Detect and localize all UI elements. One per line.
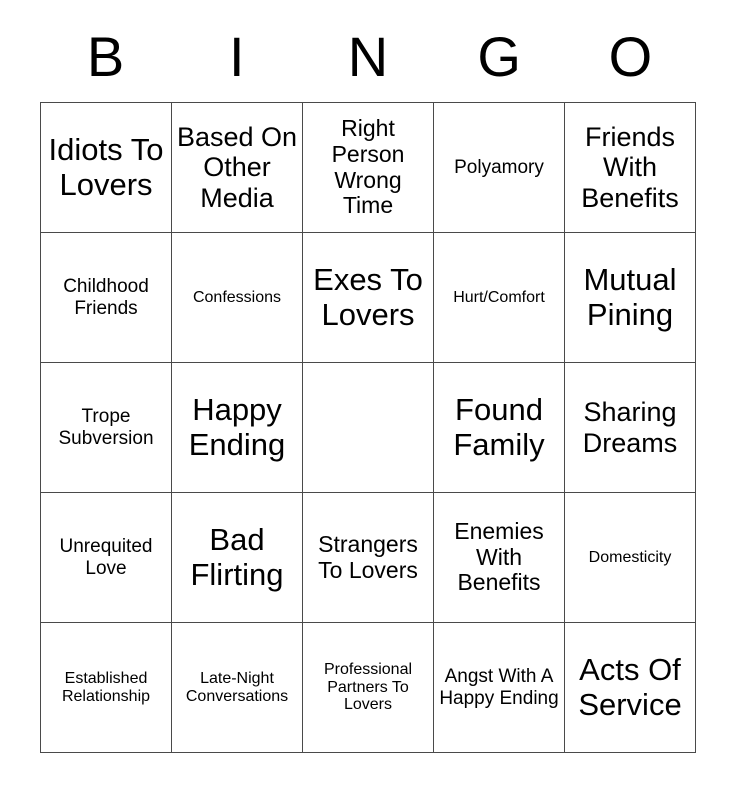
bingo-cell[interactable]: [434, 103, 565, 233]
bingo-cell[interactable]: [303, 103, 434, 233]
bingo-cell-label: Idiots To Lovers: [48, 131, 164, 202]
bingo-cell-label: Friends With Benefits: [581, 122, 679, 213]
bingo-cell[interactable]: [565, 233, 696, 363]
bingo-cell-label: Late-Night Conversations: [185, 669, 289, 705]
bingo-cell[interactable]: [434, 493, 565, 623]
bingo-cell[interactable]: [565, 623, 696, 753]
bingo-cell[interactable]: [303, 233, 434, 363]
bingo-row: [41, 103, 696, 233]
bingo-letter-i: I: [229, 25, 245, 88]
bingo-cell[interactable]: [434, 363, 565, 493]
bingo-cell-label: Exes To Lovers: [313, 261, 423, 332]
bingo-row: [41, 623, 696, 753]
bingo-cell[interactable]: [172, 493, 303, 623]
bingo-cell[interactable]: [565, 103, 696, 233]
bingo-cell[interactable]: [565, 363, 696, 493]
bingo-cell[interactable]: [41, 363, 172, 493]
bingo-letter-n: N: [347, 25, 389, 88]
bingo-cell-label: Confessions: [192, 288, 282, 306]
bingo-cell-label: Sharing Dreams: [582, 397, 678, 458]
bingo-letter-g: G: [477, 25, 521, 88]
bingo-cell-label: Happy Ending: [188, 391, 286, 462]
bingo-cell-label: Strangers To Lovers: [318, 530, 418, 583]
bingo-cell-free[interactable]: [303, 363, 434, 493]
bingo-cell-label: Found Family: [453, 391, 545, 462]
bingo-cell-label: Domesticity: [588, 548, 672, 566]
bingo-row: [41, 493, 696, 623]
bingo-cell[interactable]: [565, 493, 696, 623]
bingo-cell-label: Angst With A Happy Ending: [439, 666, 559, 709]
bingo-cell[interactable]: [172, 233, 303, 363]
bingo-cell-label: Hurt/Comfort: [453, 288, 545, 306]
bingo-title-row: [40, 0, 696, 88]
bingo-cell-label: Acts Of Service: [578, 651, 682, 722]
bingo-cell[interactable]: [41, 103, 172, 233]
bingo-cell-label: Based On Other Media: [176, 122, 298, 213]
bingo-cell[interactable]: [434, 623, 565, 753]
bingo-cell-label: Trope Subversion: [58, 406, 154, 449]
bingo-cell-label: Polyamory: [454, 156, 544, 178]
bingo-cell-label: Bad Flirting: [190, 521, 284, 592]
bingo-row: [41, 233, 696, 363]
bingo-cell-label: Right Person Wrong Time: [331, 115, 405, 219]
bingo-cell[interactable]: [434, 233, 565, 363]
bingo-cell-label: Enemies With Benefits: [454, 517, 544, 596]
bingo-cell[interactable]: [172, 103, 303, 233]
bingo-letter-b: B: [86, 25, 125, 88]
bingo-cell[interactable]: [41, 233, 172, 363]
bingo-cell-label: Unrequited Love: [59, 536, 153, 579]
bingo-cell[interactable]: [303, 493, 434, 623]
bingo-cell[interactable]: [303, 623, 434, 753]
bingo-grid: [40, 102, 696, 753]
bingo-cell[interactable]: [172, 623, 303, 753]
bingo-row: [41, 363, 696, 493]
bingo-cell-label: Professional Partners To Lovers: [323, 660, 413, 714]
bingo-cell-label: Childhood Friends: [63, 276, 149, 319]
bingo-cell[interactable]: [41, 623, 172, 753]
bingo-letter-o: O: [608, 25, 653, 88]
bingo-cell-label: Established Relationship: [61, 669, 151, 705]
bingo-cell-label: Mutual Pining: [583, 261, 677, 332]
bingo-cell[interactable]: [41, 493, 172, 623]
bingo-cell[interactable]: [172, 363, 303, 493]
